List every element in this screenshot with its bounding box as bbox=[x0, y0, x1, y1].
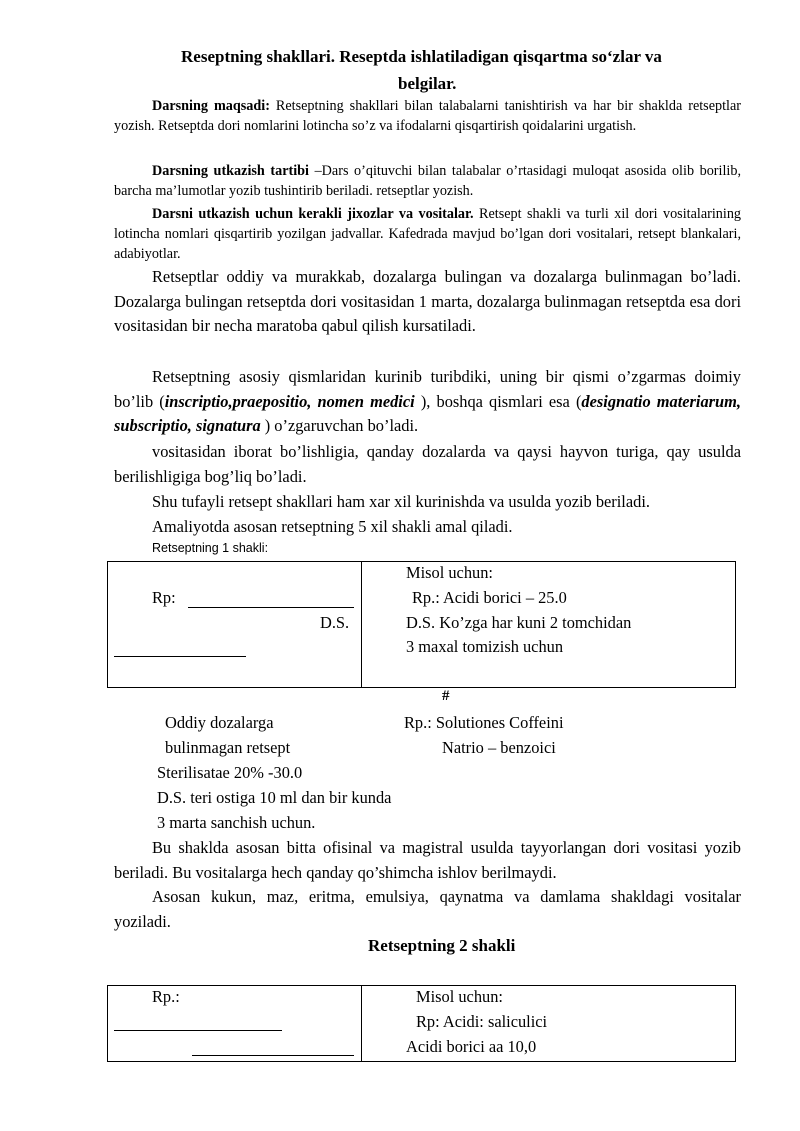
lesson-tools-text: Retsept shakli va turli xil dori vositalarining lotincha nomlari qisqartirib yozilgan jadvallar. Kafedrada mavjud bo’lgan dori vositalari, retsept blankalari, adabiyotlar. bbox=[114, 206, 742, 262]
form2-blank-line-2 bbox=[192, 1055, 354, 1056]
document-title-line1: Reseptning shakllari. Reseptda ishlatiladigan qisqartma so‘zlar va bbox=[181, 47, 662, 66]
form1-ds-blank-line bbox=[114, 656, 246, 657]
form2-example-heading: Misol uchun: bbox=[416, 987, 503, 1006]
body-paragraph-2-text-c: ) o’zgaruvchan bo’ladi. bbox=[260, 416, 419, 436]
body-paragraph-6: Bu shaklda asosan bitta ofisinal va magistral usulda tayyorlangan dori vositasi yozib beriladi. Bu vositalarga hech qanday qo’shimcha ishlov berilmaydi. bbox=[114, 838, 741, 882]
example-rp-line-3: Sterilisatae 20% -30.0 bbox=[157, 763, 303, 782]
lesson-goal-paragraph bbox=[114, 96, 741, 136]
form2-column-divider bbox=[361, 985, 362, 1061]
form1-example-line: D.S. Ko’zga har kuni 2 tomchidan bbox=[406, 613, 632, 632]
body-paragraph-2-text-a: Retseptning asosiy qismlaridan kurinib turibdiki, uning bir qismi o’zgarmas doimiy bo’lib ( bbox=[114, 367, 741, 411]
form2-example-line-2: Acidi borici aa 10,0 bbox=[406, 1037, 537, 1056]
form2-heading: Retseptning 2 shakli bbox=[368, 936, 516, 955]
form1-example-heading: Misol uchun: bbox=[406, 563, 493, 582]
prescription-type-label-2: bulinmagan retsept bbox=[165, 738, 291, 757]
lesson-tools-label: Darsni utkazish uchun kerakli jixozlar va vositalar. bbox=[152, 206, 474, 222]
form1-example-line: Rp.: Acidi borici – 25.0 bbox=[412, 588, 567, 607]
form1-example-line: 3 maxal tomizish uchun bbox=[406, 637, 564, 656]
form2-blank-line-1 bbox=[114, 1030, 282, 1031]
body-paragraph-5: Amaliyotda asosan retseptning 5 xil shakli amal qiladi. bbox=[152, 517, 513, 536]
prescription-type-label-1: Oddiy dozalarga bbox=[165, 713, 274, 732]
form1-ds-label: D.S. bbox=[320, 613, 350, 632]
body-paragraph-1: Retseptlar oddiy va murakkab, dozalarga bulingan va dozalarga bulinmagan bo’ladi. Dozalarga bulingan retseptda dori vositasidan 1 marta, dozalarga bulinmagan retseptda esa dori vositasidan bir necha maratoba qabul qilish kursatiladi. bbox=[114, 267, 741, 336]
latin-variable-parts: designatio materiarum, subscriptio, signatura bbox=[114, 391, 742, 436]
lesson-goal-text: Retseptning shakllari bilan talabalarni tanishtirish va har bir shaklda retseptlar yozish. Retseptda dori nomlarini lotincha so’z va ifodalarni qisqartirish qoidalarini urgatish. bbox=[114, 98, 742, 134]
body-paragraph-7: Asosan kukun, maz, eritma, emulsiya, qaynatma va damlama shakldagi vositalar yoziladi. bbox=[114, 887, 741, 931]
lesson-order-text: –Dars o’qituvchi bilan talabalar o’rtasidagi muloqat asosida olib borilib, barcha ma’lumotlar yozib tushintirib beriladi. retseptlar yozish. bbox=[114, 163, 741, 199]
body-paragraph-4: Shu tufayli retsept shakllari ham xar xil kurinishda va usulda yozib beriladi. bbox=[152, 492, 650, 511]
lesson-goal-label: Darsning maqsadi: bbox=[152, 98, 270, 114]
example-rp-line-1: Rp.: Solutiones Coffeini bbox=[404, 713, 564, 732]
example-rp-line-2: Natrio – benzoici bbox=[442, 738, 556, 757]
form1-column-divider bbox=[361, 561, 362, 687]
document-title-line2: belgilar. bbox=[398, 74, 457, 93]
form1-caption: Retseptning 1 shakli: bbox=[152, 541, 269, 555]
body-paragraph-3: vositasidan iborat bo’lishligia, qanday dozalarda va qaysi hayvon turiga, qay usulda berilishligiga bog’liq bo’ladi. bbox=[114, 442, 741, 486]
lesson-order-paragraph bbox=[114, 161, 741, 201]
body-paragraph-2 bbox=[114, 365, 741, 439]
hash-separator: # bbox=[442, 688, 450, 704]
example-rp-line-4: D.S. teri ostiga 10 ml dan bir kunda bbox=[157, 788, 392, 807]
lesson-order-label: Darsning utkazish tartibi bbox=[152, 163, 309, 179]
example-rp-line-5: 3 marta sanchish uchun. bbox=[157, 813, 316, 832]
body-paragraph-2-text-b: ), boshqa qismlari esa ( bbox=[414, 391, 582, 411]
form2-rp-label: Rp.: bbox=[152, 987, 180, 1006]
lesson-tools-paragraph bbox=[114, 204, 741, 264]
form1-rp-label: Rp: bbox=[152, 588, 176, 607]
form2-example-line-1: Rp: Acidi: saliculici bbox=[416, 1012, 548, 1031]
form1-rp-blank-line bbox=[188, 607, 354, 608]
latin-constant-parts: inscriptio,praepositio, nomen medici bbox=[164, 391, 415, 411]
